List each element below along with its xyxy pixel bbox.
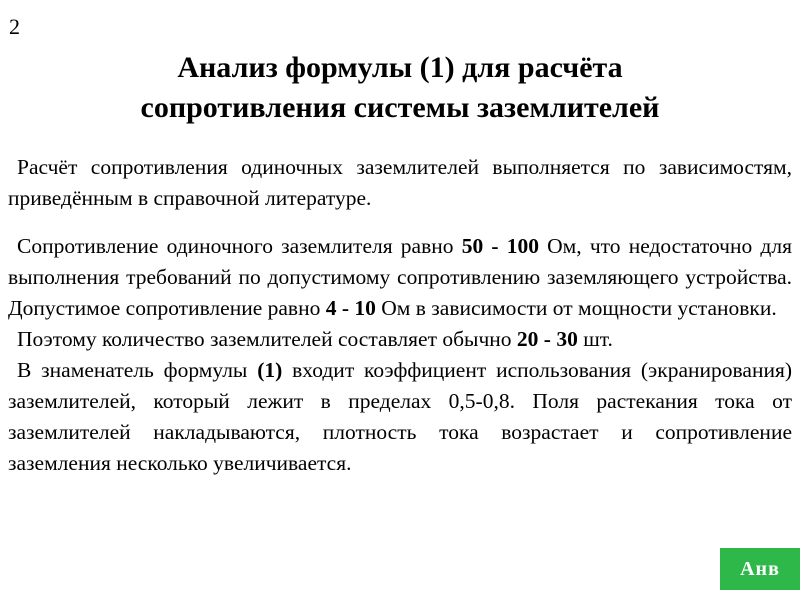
paragraph-2-text-1: Сопротивление одиночного заземлителя равно — [17, 234, 462, 258]
title-line-2: сопротивления системы заземлителей — [140, 91, 660, 124]
paragraph-1: Расчёт сопротивления одиночных заземлителей выполняется по зависимостям, приведённым в справочной литературе. — [8, 155, 792, 210]
body-text — [8, 152, 792, 479]
title-line-1: Анализ формулы (1) для расчёта — [177, 51, 623, 84]
paragraph-4 — [8, 355, 792, 479]
paragraph-3-text-2: шт. — [577, 327, 613, 351]
page-title — [0, 48, 800, 128]
paragraph-2 — [8, 231, 792, 324]
paragraph-2-text-3: Ом в зависимости от мощности установки. — [375, 296, 777, 320]
paragraph-2-value-1: 50 - 100 — [461, 234, 539, 258]
paragraph-4-text-1: В знаменатель формулы — [17, 358, 258, 382]
paragraph-2-text-2: Ом, что недостаточно для выполнения требований по допустимому сопротивлению заземляющего устройства. Допустимое сопротивление равно — [8, 234, 792, 320]
page-number: 2 — [9, 14, 20, 39]
paragraph-4-formula-ref: (1) — [257, 358, 283, 382]
paragraph-4-text-2: входит коэффициент использования (экранирования) заземлителей, который лежит в пределах 0,5-0,8. Поля растекания тока от заземлителей накладываются, плотность тока возрастает и сопротивление заземления несколько увеличивается. — [8, 358, 793, 475]
paragraph-3 — [8, 324, 792, 355]
anv-button[interactable]: Анв — [720, 548, 800, 590]
paragraph-3-value-1: 20 - 30 — [516, 327, 578, 351]
paragraph-2-value-2: 4 - 10 — [325, 296, 376, 320]
paragraph-3-text-1: Поэтому количество заземлителей составляет обычно — [17, 327, 517, 351]
